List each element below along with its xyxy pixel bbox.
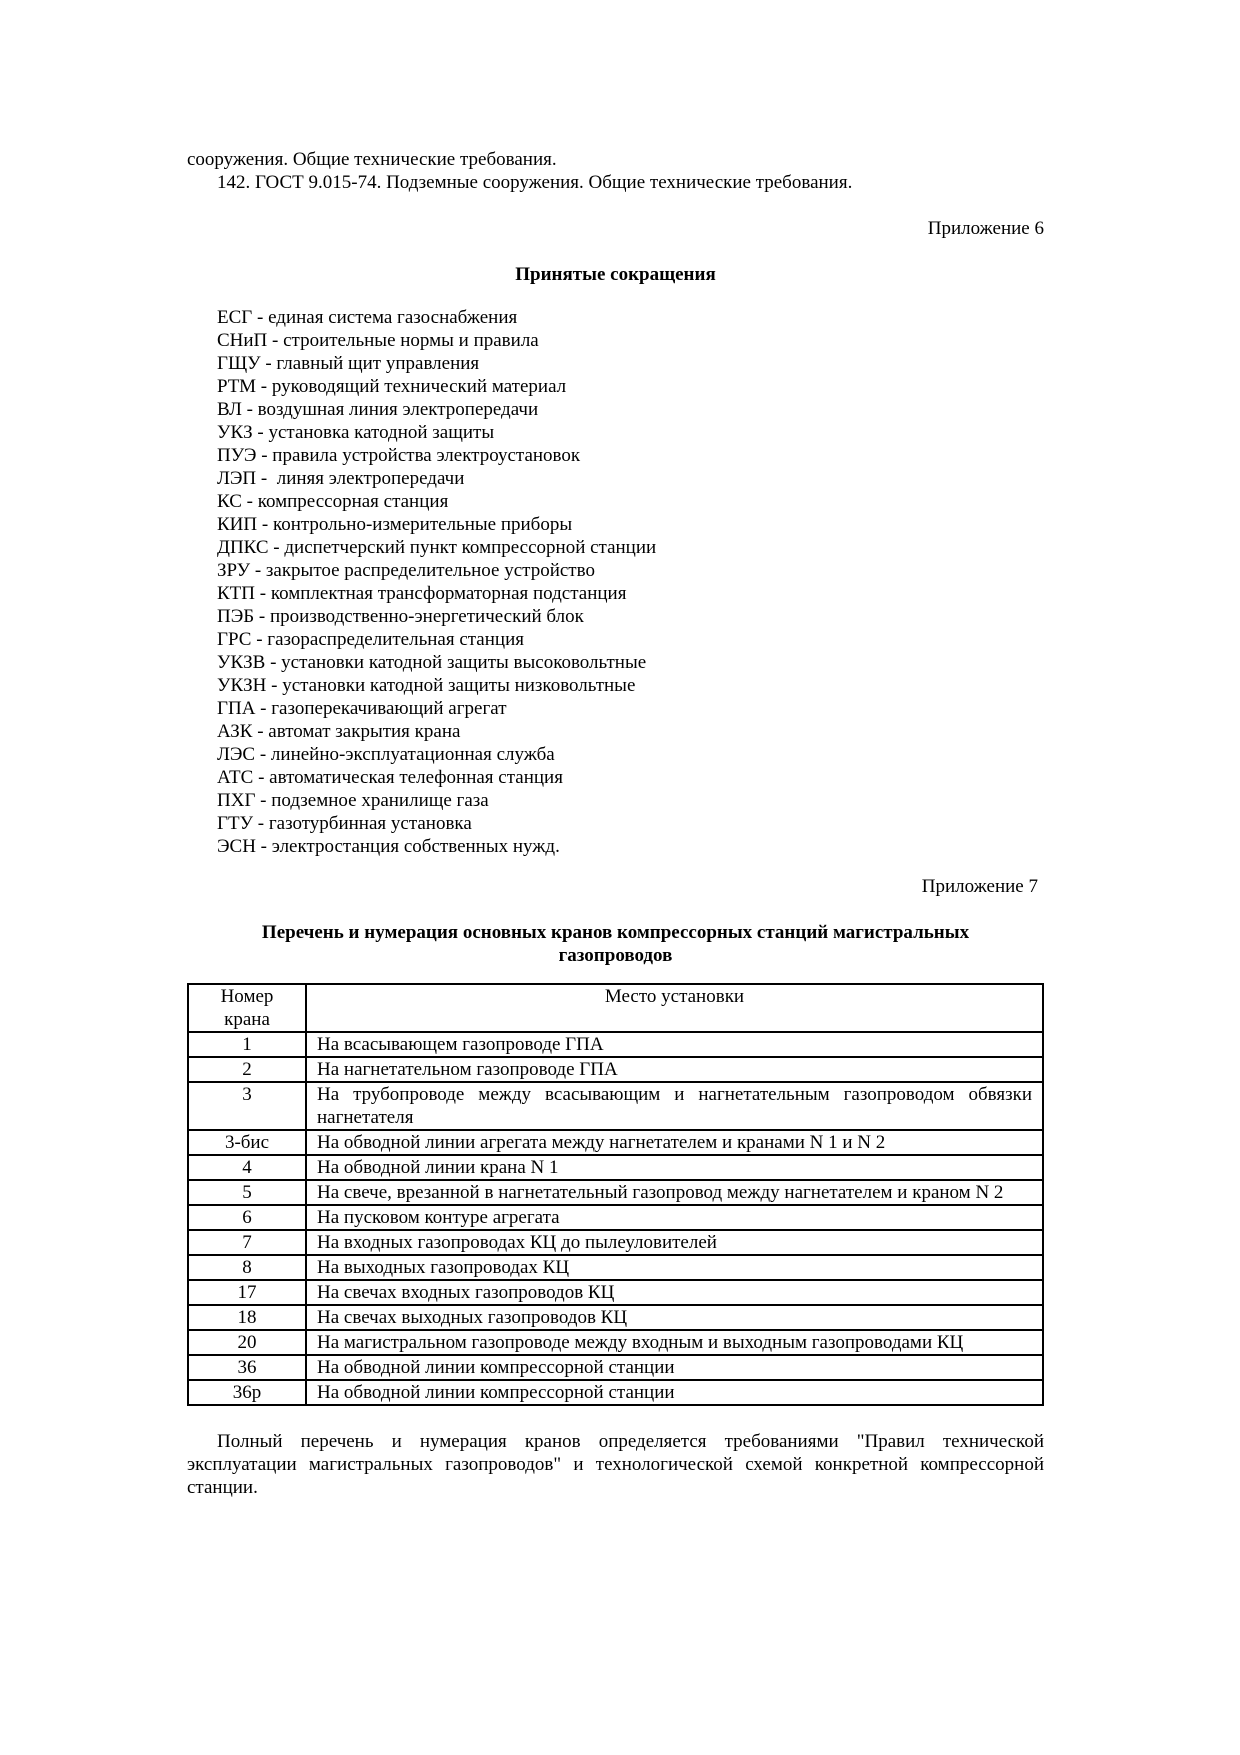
crane-location: На свечах входных газопроводов КЦ — [306, 1280, 1043, 1305]
abbreviation-item: ПХГ - подземное хранилище газа — [217, 790, 489, 811]
table-row — [188, 1032, 1043, 1057]
crane-number: 36 — [188, 1355, 306, 1380]
abbreviation-item: ПЭБ - производственно-энергетический блок — [217, 606, 584, 627]
table-row — [188, 1355, 1043, 1380]
table-row — [188, 1130, 1043, 1155]
abbreviation-item: ЛЭП - линяя электропередачи — [217, 468, 465, 489]
abbreviation-item: СНиП - строительные нормы и правила — [217, 330, 539, 351]
table-row — [188, 1082, 1043, 1130]
abbreviation-item: ГЩУ - главный щит управления — [217, 353, 480, 374]
appendix-7-title-line2: газопроводов — [558, 945, 673, 966]
appendix-7-title — [187, 921, 1044, 967]
table-row — [188, 1205, 1043, 1230]
closing-paragraph: Полный перечень и нумерация кранов определяется требованиями "Правил технической эксплуатации магистральных газопроводов" и технологической схемой конкретной компрессорной станции. — [187, 1431, 1044, 1498]
crane-location: На обводной линии крана N 1 — [306, 1155, 1043, 1180]
crane-number: 2 — [188, 1057, 306, 1082]
abbreviation-item: УКЗ - установка катодной защиты — [217, 422, 495, 443]
header-location: Место установки — [306, 984, 1043, 1032]
abbreviation-item: ЭСН - электростанция собственных нужд. — [217, 836, 560, 857]
abbreviation-item: РТМ - руководящий технический материал — [217, 376, 567, 397]
abbreviation-item: КИП - контрольно-измерительные приборы — [217, 514, 573, 535]
crane-location: На обводной линии компрессорной станции — [306, 1355, 1043, 1380]
table-row — [188, 1330, 1043, 1355]
header-crane-number: Номер крана — [188, 984, 306, 1032]
crane-location: На нагнетательном газопроводе ГПА — [306, 1057, 1043, 1082]
crane-location: На свече, врезанной в нагнетательный газопровод между нагнетателем и краном N 2 — [306, 1180, 1043, 1205]
crane-number: 18 — [188, 1305, 306, 1330]
appendix-6-label: Приложение 6 — [927, 218, 1044, 239]
crane-number: 20 — [188, 1330, 306, 1355]
abbreviation-item: ВЛ - воздушная линия электропередачи — [217, 399, 539, 420]
abbreviation-item: ГПА - газоперекачивающий агрегат — [217, 698, 507, 719]
document-page — [187, 148, 1044, 1499]
table-row — [188, 1230, 1043, 1255]
crane-number: 8 — [188, 1255, 306, 1280]
table-row — [188, 1280, 1043, 1305]
crane-number: 7 — [188, 1230, 306, 1255]
appendix-6-title: Принятые сокращения — [515, 264, 716, 285]
crane-number: 17 — [188, 1280, 306, 1305]
abbreviation-item: АЗК - автомат закрытия крана — [217, 721, 461, 742]
crane-location: На входных газопроводах КЦ до пылеуловителей — [306, 1230, 1043, 1255]
appendix-7-title-line1: Перечень и нумерация основных кранов компрессорных станций магистральных — [261, 922, 970, 943]
abbreviation-item: УКЗВ - установки катодной защиты высоковольтные — [217, 652, 647, 673]
continuation-line: сооружения. Общие технические требования. — [187, 149, 557, 170]
abbreviation-item: ЛЭС - линейно-эксплуатационная служба — [217, 744, 555, 765]
table-row — [188, 1305, 1043, 1330]
crane-location: На трубопроводе между всасывающим и нагнетательным газопроводом обвязки нагнетателя — [306, 1082, 1043, 1130]
abbreviation-item: ГРС - газораспределительная станция — [217, 629, 524, 650]
crane-number: 5 — [188, 1180, 306, 1205]
abbreviation-item: ЕСГ - единая система газоснабжения — [217, 307, 518, 328]
crane-location: На обводной линии компрессорной станции — [306, 1380, 1043, 1405]
reference-142: 142. ГОСТ 9.015-74. Подземные сооружения. Общие технические требования. — [217, 172, 853, 193]
crane-number: 3-бис — [188, 1130, 306, 1155]
table-row — [188, 1155, 1043, 1180]
appendix-7-label: Приложение 7 — [921, 876, 1038, 897]
abbreviation-item: ДПКС - диспетчерский пункт компрессорной станции — [217, 537, 657, 558]
crane-location: На выходных газопроводах КЦ — [306, 1255, 1043, 1280]
crane-number: 4 — [188, 1155, 306, 1180]
crane-location: На обводной линии агрегата между нагнетателем и кранами N 1 и N 2 — [306, 1130, 1043, 1155]
crane-location: На магистральном газопроводе между входным и выходным газопроводами КЦ — [306, 1330, 1043, 1355]
crane-number: 1 — [188, 1032, 306, 1057]
abbreviation-item: КТП - комплектная трансформаторная подстанция — [217, 583, 627, 604]
crane-number: 36р — [188, 1380, 306, 1405]
abbreviation-list — [187, 306, 1044, 858]
abbreviation-item: ПУЭ - правила устройства электроустановок — [217, 445, 581, 466]
abbreviation-item: КС - компрессорная станция — [217, 491, 449, 512]
table-row — [188, 1180, 1043, 1205]
abbreviation-item: ЗРУ - закрытое распределительное устройство — [217, 560, 595, 581]
table-row — [188, 1255, 1043, 1280]
abbreviation-item: АТС - автоматическая телефонная станция — [217, 767, 563, 788]
crane-number: 6 — [188, 1205, 306, 1230]
cranes-table — [187, 983, 1044, 1406]
abbreviation-item: ГТУ - газотурбинная установка — [217, 813, 472, 834]
crane-location: На пусковом контуре агрегата — [306, 1205, 1043, 1230]
crane-location: На свечах выходных газопроводов КЦ — [306, 1305, 1043, 1330]
crane-number: 3 — [188, 1082, 306, 1130]
table-header-row — [188, 984, 1043, 1032]
crane-location: На всасывающем газопроводе ГПА — [306, 1032, 1043, 1057]
table-row — [188, 1057, 1043, 1082]
table-row — [188, 1380, 1043, 1405]
abbreviation-item: УКЗН - установки катодной защиты низковольтные — [217, 675, 636, 696]
